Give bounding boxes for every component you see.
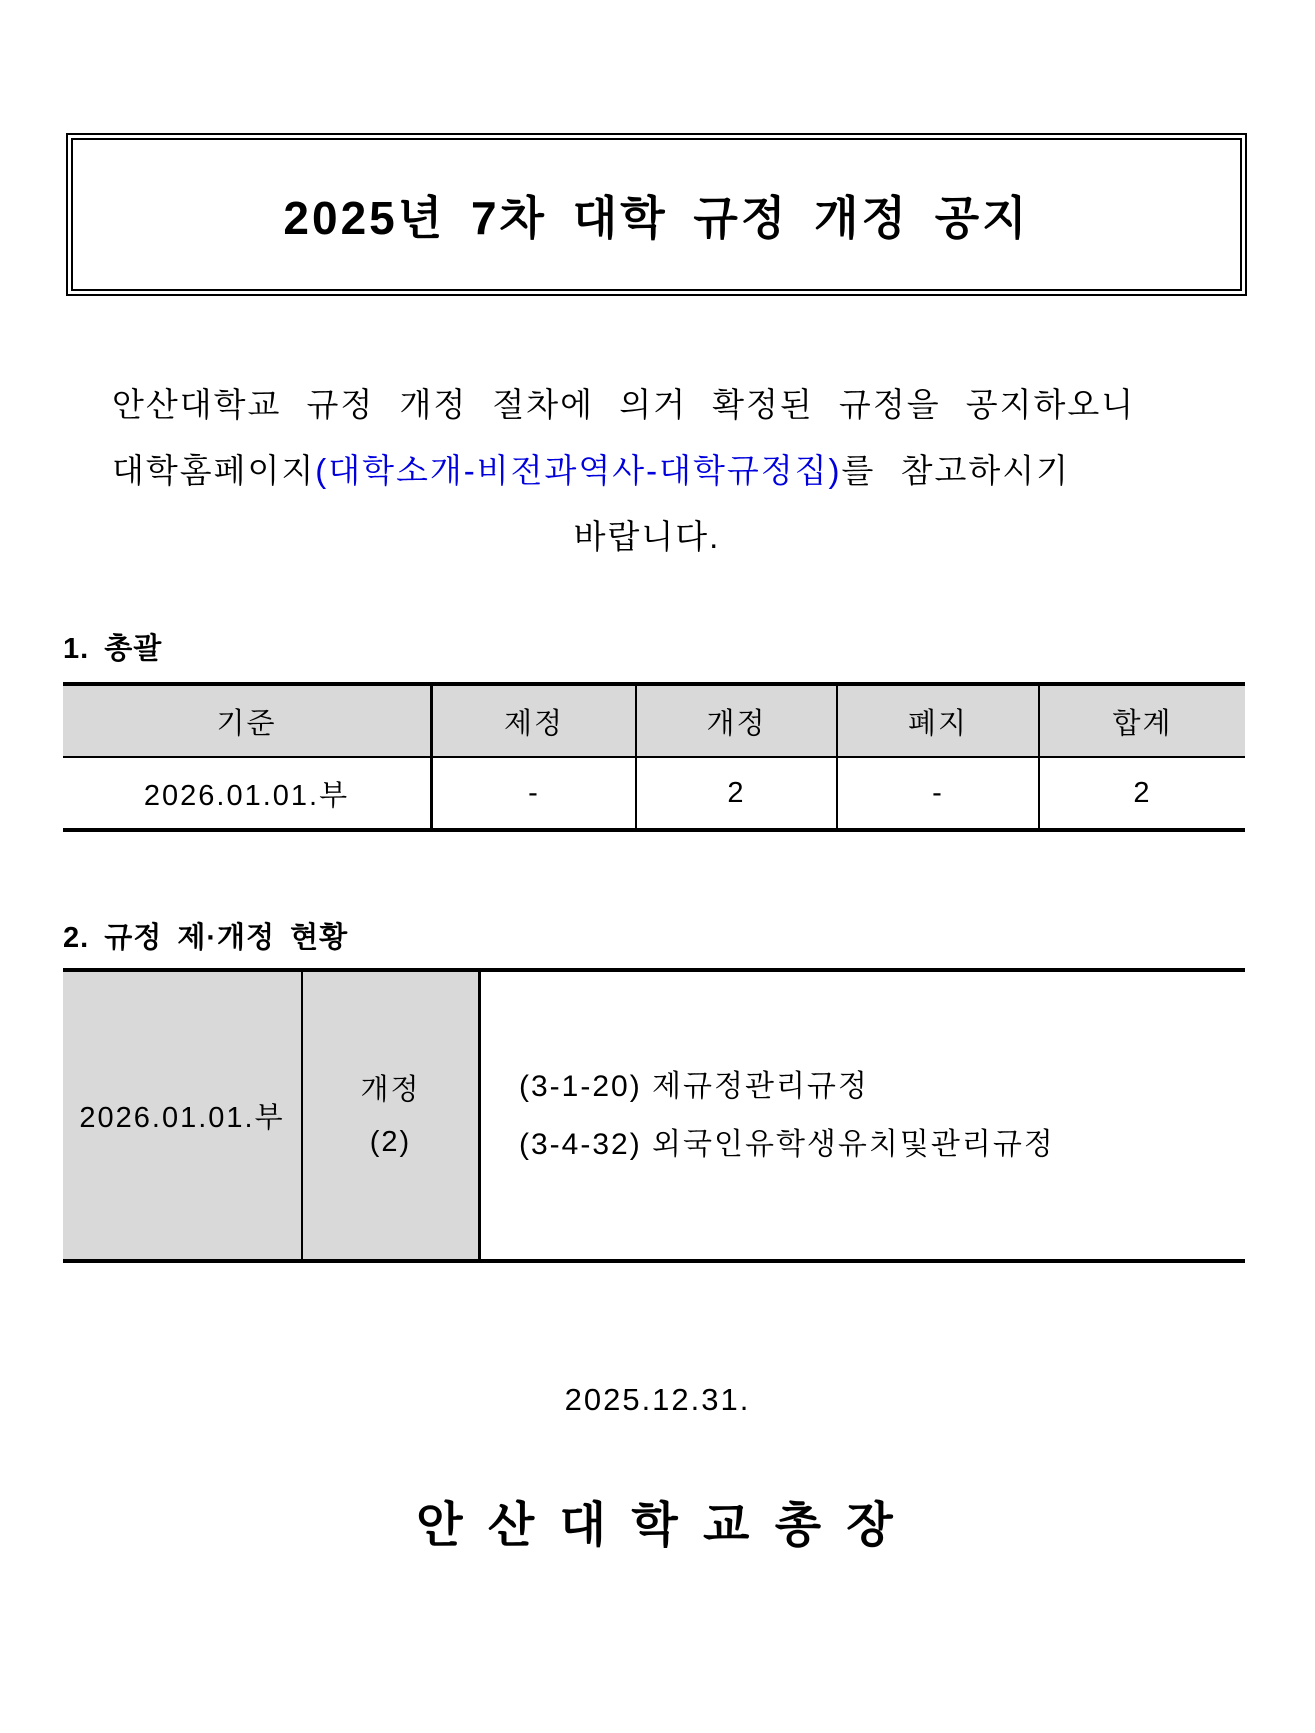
summary-header-revised: 개정 <box>637 686 838 756</box>
section-2-heading: 2. 규정 제·개정 현황 <box>63 922 349 954</box>
intro-paragraph <box>112 372 1182 570</box>
page-title: 2025년 7차 대학 규정 개정 공지 <box>283 191 1030 244</box>
summary-cell-total-count: 2 <box>1040 758 1245 828</box>
summary-table-header-row <box>63 686 1245 758</box>
title-box-inner-border <box>71 138 1242 291</box>
homepage-path-link[interactable]: (대학소개-비전과역사-대학규정집) <box>315 452 842 489</box>
summary-header-enacted: 제정 <box>433 686 637 756</box>
summary-cell-abolished-count: - <box>838 758 1040 828</box>
intro-line-1: 안산대학교 규정 개정 절차에 의거 확정된 규정을 공지하오니 <box>112 386 1136 423</box>
summary-table <box>63 682 1245 832</box>
summary-cell-enacted-count: - <box>433 758 637 828</box>
summary-header-basis: 기준 <box>63 686 433 756</box>
president-signature: 안 산 대 학 교 총 장 <box>416 1499 899 1552</box>
summary-cell-revised-count: 2 <box>637 758 838 828</box>
summary-table-data-row <box>63 758 1245 828</box>
detail-action-label: 개정 <box>360 1073 421 1106</box>
title-box <box>66 133 1247 296</box>
detail-cell-effective-date: 2026.01.01.부 <box>63 972 303 1259</box>
detail-action-count: (2) <box>369 1125 412 1158</box>
summary-cell-basis-date: 2026.01.01.부 <box>63 758 433 828</box>
summary-header-abolished: 폐지 <box>838 686 1040 756</box>
detail-cell-regulation-list <box>481 972 1245 1259</box>
regulation-item: (3-1-20) 제규정관리규정 <box>519 1069 869 1103</box>
revision-detail-table <box>63 968 1245 1263</box>
section-1-heading: 1. 총괄 <box>63 633 163 665</box>
detail-cell-action <box>303 972 481 1259</box>
intro-line-2-suffix: 를 참고하시기 <box>841 452 1070 489</box>
regulation-item: (3-4-32) 외국인유학생유치및관리규정 <box>519 1127 1055 1161</box>
intro-line-3: 바랍니다. <box>573 518 721 555</box>
notice-date: 2025.12.31. <box>564 1382 751 1417</box>
intro-line-2 <box>112 438 1182 504</box>
homepage-text: 대학홈페이지 <box>112 452 316 489</box>
summary-header-total: 합계 <box>1112 707 1173 740</box>
